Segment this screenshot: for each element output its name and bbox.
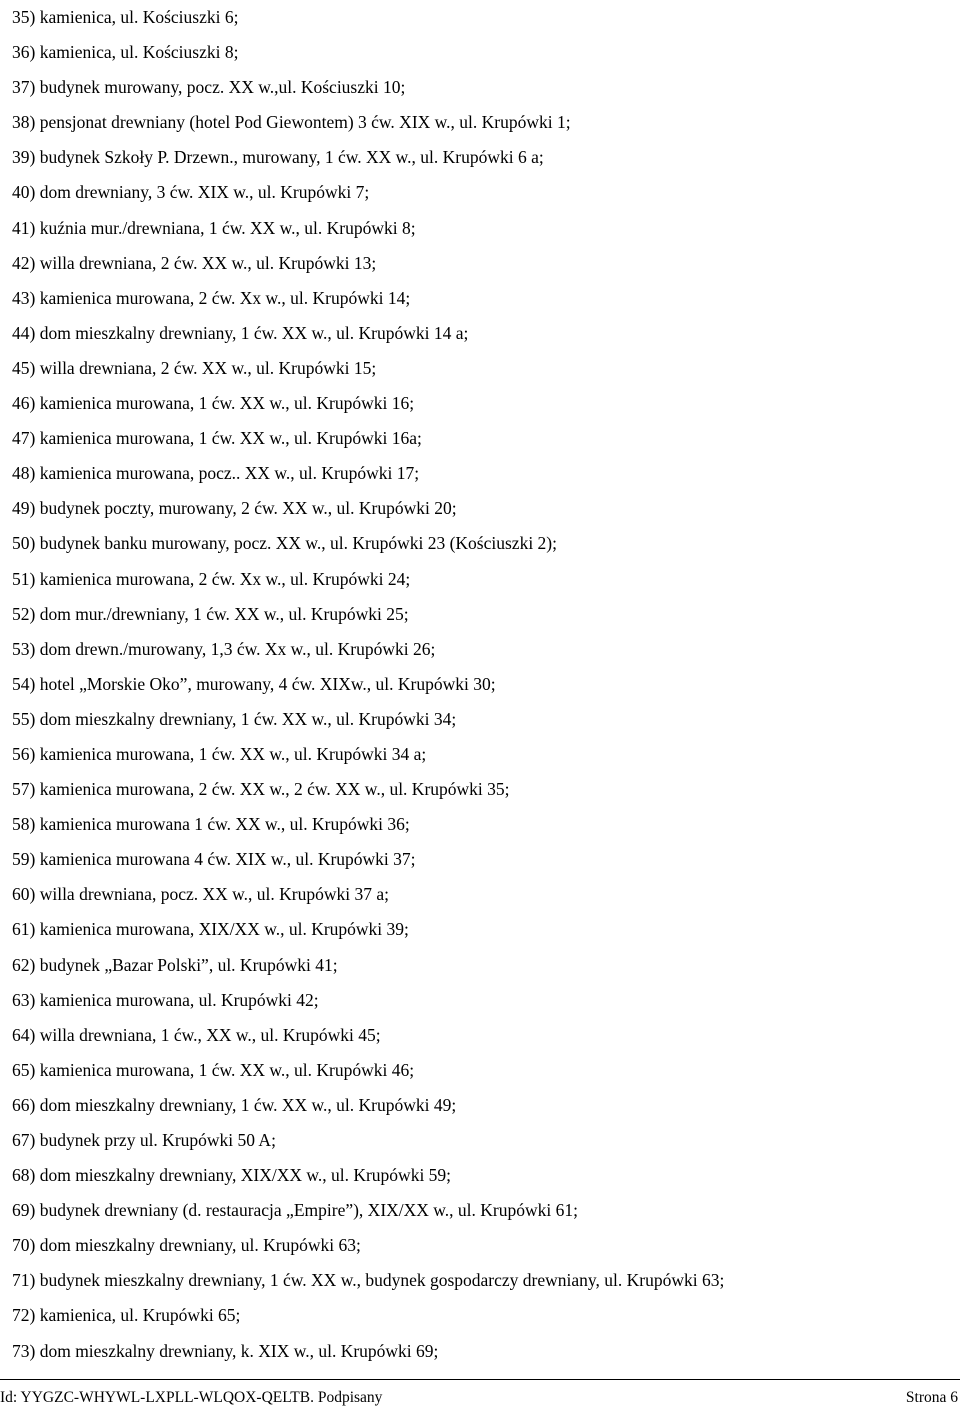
list-item: 58) kamienica murowana 1 ćw. XX w., ul. Krupówki 36;	[12, 814, 410, 835]
list-item: 45) willa drewniana, 2 ćw. XX w., ul. Krupówki 15;	[12, 357, 377, 378]
list-item: 50) budynek banku murowany, pocz. XX w., ul. Krupówki 23 (Kościuszki 2);	[12, 533, 557, 554]
list-item: 70) dom mieszkalny drewniany, ul. Krupówki 63;	[12, 1235, 361, 1256]
list-item: 57) kamienica murowana, 2 ćw. XX w., 2 ćw. XX w., ul. Krupówki 35;	[12, 779, 510, 800]
list-item: 37) budynek murowany, pocz. XX w.,ul. Kościuszki 10;	[12, 77, 406, 98]
footer-divider	[0, 1379, 960, 1380]
list-item: 51) kamienica murowana, 2 ćw. Xx w., ul. Krupówki 24;	[12, 568, 411, 589]
list-item: 38) pensjonat drewniany (hotel Pod Giewontem) 3 ćw. XIX w., ul. Krupówki 1;	[12, 112, 571, 133]
list-item: 46) kamienica murowana, 1 ćw. XX w., ul. Krupówki 16;	[12, 393, 415, 414]
list-item: 44) dom mieszkalny drewniany, 1 ćw. XX w., ul. Krupówki 14 a;	[12, 322, 469, 343]
list-item: 73) dom mieszkalny drewniany, k. XIX w., ul. Krupówki 69;	[12, 1340, 439, 1361]
list-item: 42) willa drewniana, 2 ćw. XX w., ul. Krupówki 13;	[12, 252, 377, 273]
list-item: 53) dom drewn./murowany, 1,3 ćw. Xx w., ul. Krupówki 26;	[12, 638, 436, 659]
list-item: 41) kuźnia mur./drewniana, 1 ćw. XX w., ul. Krupówki 8;	[12, 217, 416, 238]
list-item: 39) budynek Szkoły P. Drzewn., murowany, 1 ćw. XX w., ul. Krupówki 6 a;	[12, 147, 544, 168]
list-item: 61) kamienica murowana, XIX/XX w., ul. Krupówki 39;	[12, 919, 409, 940]
list-item: 63) kamienica murowana, ul. Krupówki 42;	[12, 989, 319, 1010]
list-item: 71) budynek mieszkalny drewniany, 1 ćw. XX w., budynek gospodarczy drewniany, ul. Krupówki 63;	[12, 1270, 725, 1291]
page-footer	[0, 1386, 958, 1410]
list-item: 47) kamienica murowana, 1 ćw. XX w., ul. Krupówki 16a;	[12, 428, 422, 449]
list-item: 36) kamienica, ul. Kościuszki 8;	[12, 42, 239, 63]
list-item: 72) kamienica, ul. Krupówki 65;	[12, 1305, 241, 1326]
list-item: 59) kamienica murowana 4 ćw. XIX w., ul. Krupówki 37;	[12, 849, 416, 870]
list-item: 56) kamienica murowana, 1 ćw. XX w., ul. Krupówki 34 a;	[12, 743, 427, 764]
list-item: 48) kamienica murowana, pocz.. XX w., ul. Krupówki 17;	[12, 463, 420, 484]
list-item: 67) budynek przy ul. Krupówki 50 A;	[12, 1130, 276, 1150]
list-item: 60) willa drewniana, pocz. XX w., ul. Krupówki 37 a;	[12, 884, 389, 905]
list-item: 54) hotel „Morskie Oko”, murowany, 4 ćw. XIXw., ul. Krupówki 30;	[12, 673, 496, 694]
document-id: Id: YYGZC-WHYWL-LXPLL-WLQOX-QELTB. Podpisany	[0, 1389, 383, 1406]
list-item: 69) budynek drewniany (d. restauracja „Empire”), XIX/XX w., ul. Krupówki 61;	[12, 1200, 578, 1221]
list-item: 55) dom mieszkalny drewniany, 1 ćw. XX w., ul. Krupówki 34;	[12, 708, 457, 729]
list-item: 68) dom mieszkalny drewniany, XIX/XX w., ul. Krupówki 59;	[12, 1165, 452, 1186]
list-item: 66) dom mieszkalny drewniany, 1 ćw. XX w., ul. Krupówki 49;	[12, 1094, 457, 1115]
list-item: 40) dom drewniany, 3 ćw. XIX w., ul. Krupówki 7;	[12, 182, 370, 203]
list-item: 62) budynek „Bazar Polski”, ul. Krupówki 41;	[12, 954, 338, 975]
list-item: 35) kamienica, ul. Kościuszki 6;	[12, 7, 239, 27]
list-item: 49) budynek poczty, murowany, 2 ćw. XX w., ul. Krupówki 20;	[12, 498, 457, 519]
list-item: 64) willa drewniana, 1 ćw., XX w., ul. Krupówki 45;	[12, 1024, 381, 1045]
list-item: 43) kamienica murowana, 2 ćw. Xx w., ul. Krupówki 14;	[12, 287, 411, 308]
page-number: Strona 6	[905, 1389, 958, 1406]
list-item: 65) kamienica murowana, 1 ćw. XX w., ul. Krupówki 46;	[12, 1059, 415, 1080]
list-item: 52) dom mur./drewniany, 1 ćw. XX w., ul. Krupówki 25;	[12, 603, 409, 624]
monument-list	[12, 0, 952, 1369]
